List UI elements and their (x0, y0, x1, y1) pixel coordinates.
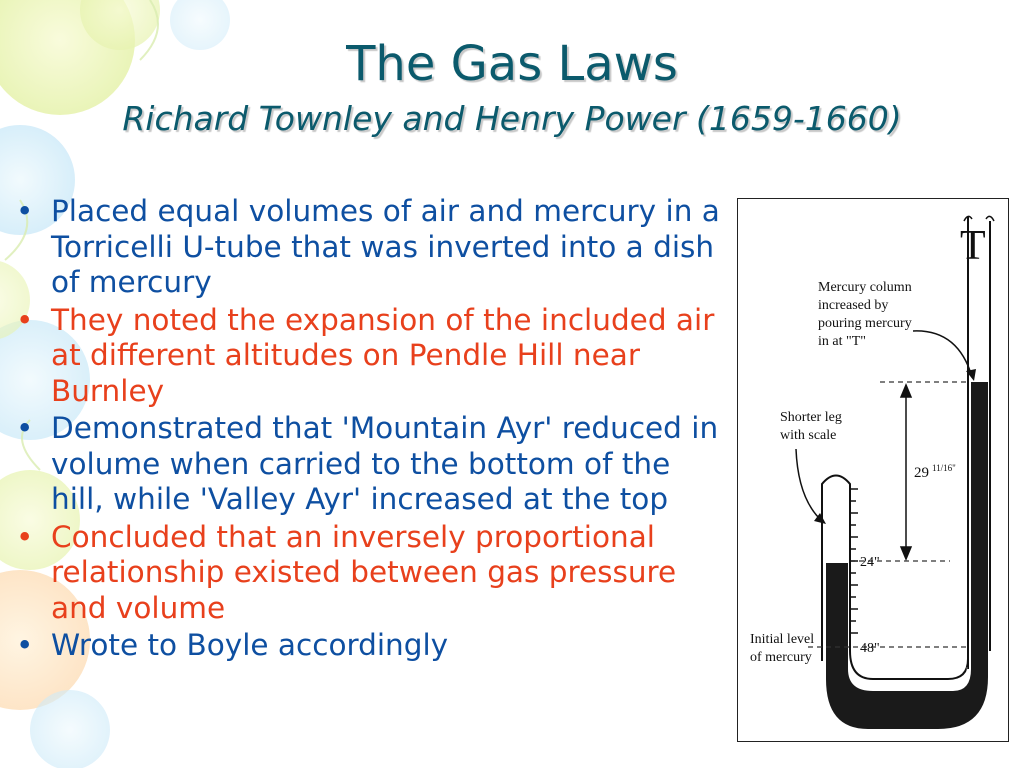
scale-ticks (850, 489, 858, 633)
bullet-item: • Placed equal volumes of air and mercury in a Torricelli U-tube that was inverted into a dish of mercury (14, 194, 726, 301)
bullet-list (14, 194, 726, 666)
u-tube-illustration (738, 199, 1008, 741)
slide-subtitle: Richard Townley and Henry Power (1659-1660) (122, 99, 902, 138)
mercury-column-arrow (913, 331, 972, 377)
bullet-item: • Concluded that an inversely proportional relationship existed between gas pressure and volume (14, 520, 726, 627)
height-arrow (901, 385, 911, 559)
slide-title: The Gas Laws (346, 36, 678, 92)
shorter-leg-label-1: Shorter leg (780, 410, 842, 425)
mark-24-label: 24" (860, 555, 880, 570)
shorter-leg-label-2: with scale (780, 428, 837, 443)
initial-level-label-2: of mercury (750, 650, 812, 665)
mercury-column-label-2: increased by (818, 298, 889, 313)
mark-48-label: 48" (860, 641, 880, 656)
mercury-column-label-3: pouring mercury (818, 316, 912, 331)
mercury-column-label-1: Mercury column (818, 280, 912, 295)
initial-level-label-1: Initial level (750, 632, 815, 647)
mercury-column-label-4: in at "T" (818, 334, 866, 349)
u-tube-diagram (737, 198, 1009, 742)
height-fraction-label: 11/16" (932, 463, 956, 473)
bullet-item: • Demonstrated that 'Mountain Ayr' reduced in volume when carried to the bottom of the hill, while 'Valley Ayr' increased at the top (14, 411, 726, 518)
tube-t-label: T (960, 223, 986, 269)
shorter-leg-arrow (796, 449, 822, 521)
bullet-item: • Wrote to Boyle accordingly (14, 628, 726, 664)
bullet-item: • They noted the expansion of the included air at different altitudes on Pendle Hill near Burnley (14, 303, 726, 410)
height-label: 29 (914, 465, 929, 481)
